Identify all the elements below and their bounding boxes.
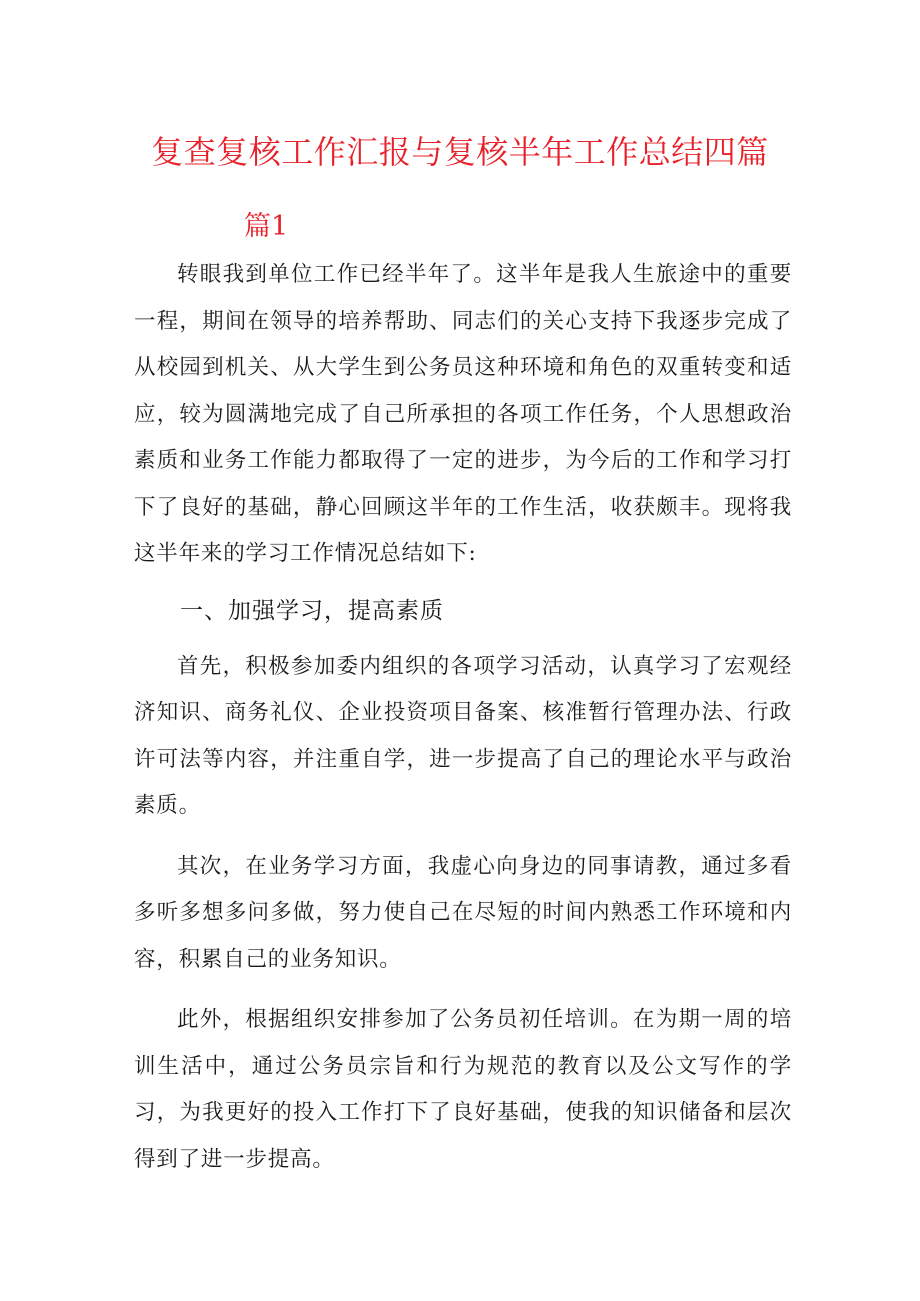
document-title: 复查复核工作汇报与复核半年工作总结四篇 — [151, 133, 769, 171]
paragraph-first: 首先，积极参加委内组织的各项学习活动，认真学习了宏观经济知识、商务礼仪、企业投资项目备案、核准暂行管理办法、行政许可法等内容，并注重自学，进一步提高了自己的理论水平与政治素质。 — [134, 653, 792, 818]
section-heading-1: 一、加强学习，提高素质 — [180, 597, 444, 624]
document-body — [134, 252, 792, 1183]
paragraph-intro: 转眼我到单位工作已经半年了。这半年是我人生旅途中的重要一程，期间在领导的培养帮助、同志们的关心支持下我逐步完成了从校园到机关、从大学生到公务员这种环境和角色的双重转变和适应，较为圆满地完成了自己所承担的各项工作任务，个人思想政治素质和业务工作能力都取得了一定的进步，为今后的工作和学习打下了良好的基础，静心回顾这半年的工作生活，收获颇丰。现将我这半年来的学习工作情况总结如下: — [134, 262, 792, 566]
paragraph-second: 其次，在业务学习方面，我虚心向身边的同事请教，通过多看多听多想多问多做，努力使自己在尽短的时间内熟悉工作环境和内容，积累自己的业务知识。 — [134, 853, 792, 972]
paragraph-third: 此外，根据组织安排参加了公务员初任培训。在为期一周的培训生活中，通过公务员宗旨和行为规范的教育以及公文写作的学习，为我更好的投入工作打下了良好基础，使我的知识储备和层次得到了进一步提高。 — [134, 1007, 792, 1172]
part-label: 篇1 — [244, 211, 289, 242]
